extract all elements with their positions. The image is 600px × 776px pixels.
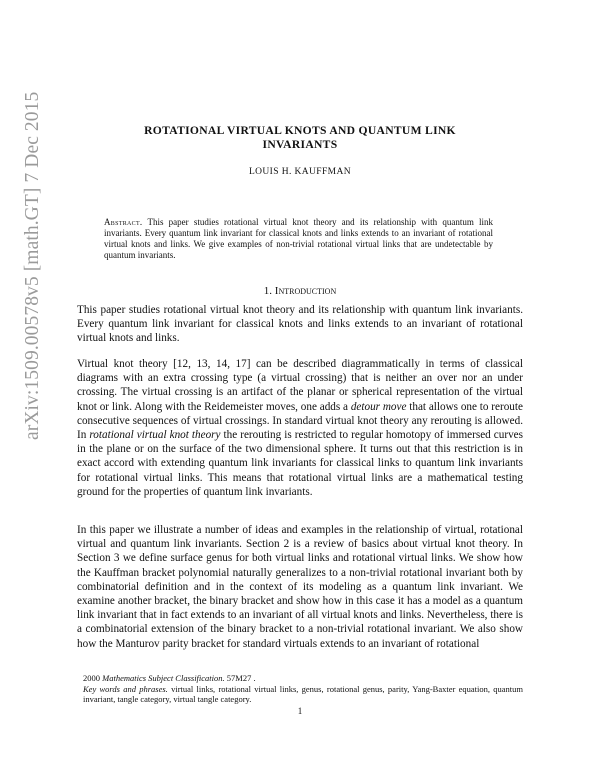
paragraph-1: This paper studies rotational virtual knot theory and its relationship with quantum link invariants. Every quantum link invariant for classical knots and links extends to an invariant of rotational virtual knots and links.: [77, 304, 523, 345]
paragraph-2-part-c: the rerouting is restricted to regular homotopy of immersed curves in the plane or on the surface of the two dimensional sphere. It turns out that this restriction is in exact accord with extending quantum link invariants for classical links to quantum link invariants for rotational virtual links. This means that rotational virtual links are a mathematical testing ground for the properties of quantum link invariants.: [77, 429, 523, 498]
msc-prefix: 2000: [83, 673, 103, 683]
rotational-theory-emphasis: rotational virtual knot theory: [89, 429, 221, 442]
paragraph-2-part-a: Virtual knot theory [12, 13, 14, 17] can be described diagrammatically in terms of classical diagrams with an extra crossing type (a virtual crossing) that is neither an over nor an under crossing. The virtual crossing is an artifact of the planar or spherical representation of the virtual knot or link. Along with the Reidemeister moves, one adds a: [77, 358, 523, 413]
msc-footnote: [77, 673, 523, 684]
detour-move-emphasis: detour move: [350, 400, 407, 413]
title-line-1: ROTATIONAL VIRTUAL KNOTS AND QUANTUM LINK: [144, 124, 456, 137]
section-title: Introduction: [274, 285, 337, 297]
keywords-label: Key words and phrases.: [83, 683, 168, 694]
footnotes: [77, 673, 523, 705]
section-heading: [90, 285, 510, 297]
msc-value: 57M27 .: [224, 673, 256, 683]
paragraph-2-part-b: that allows one to reroute consecutive sequences of virtual crossings. In standard virtual knot theory any rerouting is allowed. In: [77, 400, 523, 442]
abstract-text: This paper studies rotational virtual knot theory and its relationship with quantum link invariants. Every quantum link invariant for classical knots and links extends to an invariant of rotational virtual knots and links. We give examples of non-trivial rotational virtual links that are undetectable by quantum invariants.: [104, 217, 493, 260]
title-line-2: INVARIANTS: [262, 138, 338, 151]
section-number: 1.: [263, 285, 273, 297]
paper-title: [90, 124, 510, 152]
keywords-footnote: [77, 684, 523, 705]
paragraph-3: In this paper we illustrate a number of ideas and examples in the relationship of virtual, rotational virtual and quantum link invariants. Section 2 is a review of basics about virtual knot theory. In Section 3 we define surface genus for both virtual links and rotational virtual links. We show how the Kauffman bracket polynomial naturally generalizes to a non-trivial rotational invariant both by combinatorial definition and in the context of its modeling as a quantum link invariant. We examine another bracket, the binary bracket and show how in this case it has a model as a quantum link invariant that in fact extends to an invariant of all virtual knots and links. Nevertheless, there is a combinatorial extension of the binary bracket to a non-trivial rotational invariant. We also show how the Manturov parity bracket for standard virtuals extends to an invariant of rotational: [77, 524, 523, 650]
page-number: 1: [297, 706, 303, 716]
keywords-value: virtual links, rotational virtual links, genus, rotational genus, parity, Yang-Baxter equation, quantum invariant, tangle category, virtual tangle category.: [83, 683, 524, 704]
abstract: [104, 217, 493, 261]
author-name: LOUIS H. KAUFFMAN: [248, 167, 352, 177]
arxiv-identifier-stamp: arXiv:1509.00578v5 [math.GT] 7 Dec 2015: [22, 91, 43, 440]
abstract-label: Abstract.: [104, 217, 143, 227]
paragraph-2: [77, 357, 523, 499]
msc-label: Mathematics Subject Classification.: [102, 673, 225, 683]
